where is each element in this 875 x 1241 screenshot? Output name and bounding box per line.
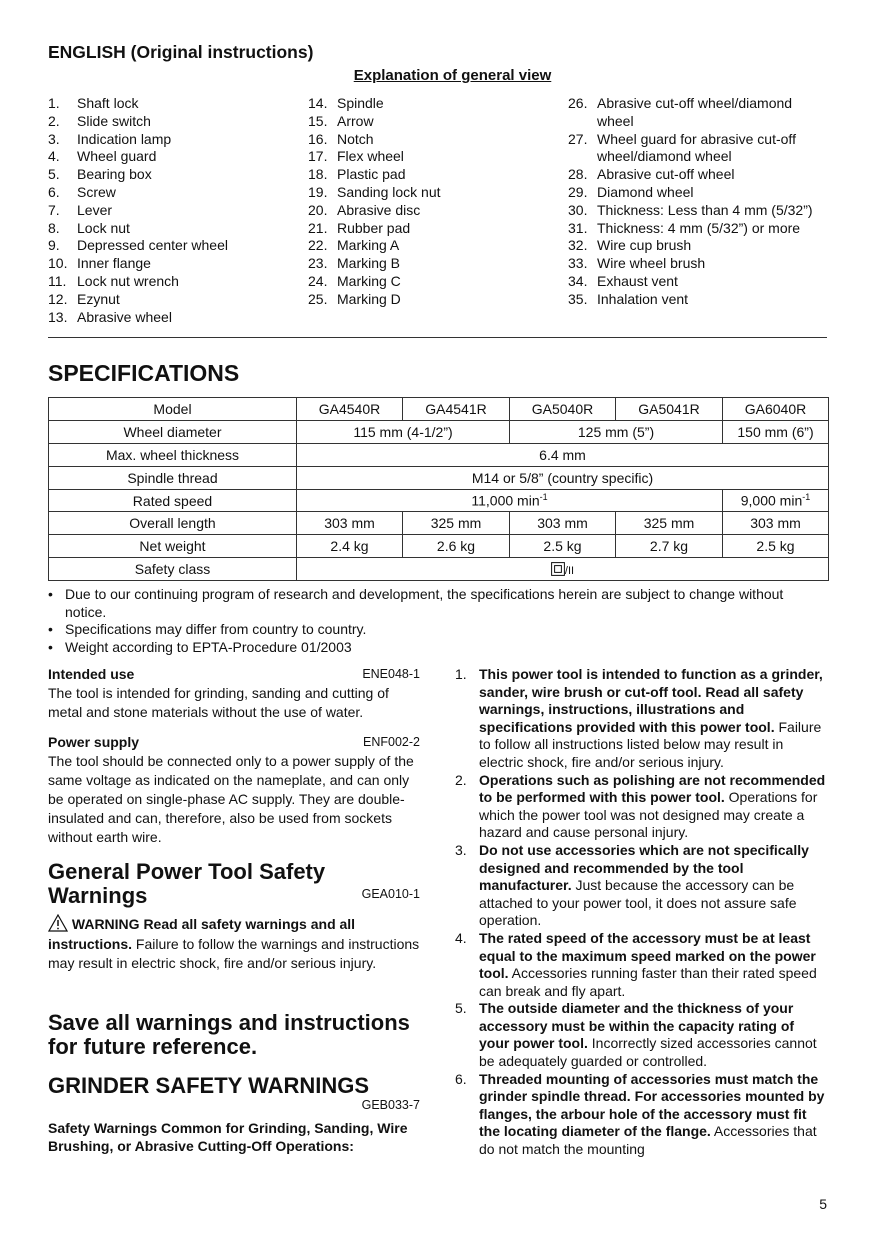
list-item: 8. Lock nut [48, 219, 130, 236]
list-item: 14. Spindle [308, 95, 384, 111]
grinder-safety-section [48, 1074, 420, 1155]
table-cell: Rated speed [49, 489, 297, 512]
table-cell: GA6040R [723, 398, 829, 421]
general-safety-title: General Power Tool Safety Warnings [48, 859, 326, 908]
spec-notes [48, 586, 828, 656]
grinder-safety-title: GRINDER SAFETY WARNINGS [48, 1073, 370, 1098]
table-cell: Wheel diameter [49, 420, 297, 443]
table-cell: Net weight [49, 535, 297, 558]
list-item: 22. Marking A [308, 237, 400, 254]
section-code: ENE048-1 [362, 667, 420, 681]
intended-use-title: Intended use [48, 666, 135, 682]
page-number: 5 [819, 1196, 827, 1212]
list-item: 33. Wire wheel brush [568, 255, 706, 272]
save-warnings-heading: Save all warnings and instructions for future reference. [48, 1010, 410, 1059]
table-row [49, 443, 829, 466]
speed-value: 11,000 min [471, 492, 540, 509]
intended-use-section [48, 665, 420, 722]
warning-lead: WARNING Read all safety warnings and all instructions. [48, 916, 356, 952]
safety-class-value: /II [564, 565, 575, 578]
list-item: 6. Threaded mounting of accessories must match the grinder spindle thread. For accessories mounted by flanges, the arbour hole of the accessory must fit the locating diameter of the flange. Accessories that do not match the mounting [455, 1070, 825, 1158]
table-cell: Safety class [49, 558, 297, 581]
general-view-title: Explanation of general view [353, 67, 552, 84]
list-item: 6. Screw [48, 183, 116, 200]
table-row [49, 535, 829, 558]
specifications-table [48, 397, 829, 581]
table-cell: GA5041R [616, 398, 723, 421]
list-item: 17. Flex wheel [308, 148, 404, 165]
table-row [49, 558, 829, 581]
table-cell: 2.6 kg [403, 535, 510, 558]
list-item: 28. Abrasive cut-off wheel [568, 166, 735, 183]
grinder-safety-subtitle: Safety Warnings Common for Grinding, Sanding, Wire Brushing, or Abrasive Cutting-Off Operations: [48, 1119, 408, 1154]
table-cell [723, 489, 829, 512]
table-row [49, 512, 829, 535]
warning-icon [48, 914, 68, 932]
list-item: 4. The rated speed of the accessory must be at least equal to the maximum speed marked on the power tool. Accessories running faster than their rated speed can break and fly apart. [455, 929, 817, 999]
table-cell: 303 mm [297, 512, 403, 535]
power-supply-section [48, 733, 420, 847]
list-item: 23. Marking B [308, 255, 401, 272]
list-item: 12. Ezynut [48, 290, 120, 307]
table-cell: Overall length [49, 512, 297, 535]
power-supply-title: Power supply [48, 734, 140, 750]
table-cell: 2.5 kg [723, 535, 829, 558]
power-supply-text: The tool should be connected only to a power supply of the same voltage as indicated on the nameplate, and can only be operated on single-phase AC supply. They are double-insulated and can, therefore, also be used from sockets without earth wire. [48, 753, 414, 845]
list-item: 18. Plastic pad [308, 166, 406, 183]
table-cell: 2.5 kg [510, 535, 616, 558]
table-cell: GA4541R [403, 398, 510, 421]
warning-text: Failure to follow the warnings and instructions may result in electric shock, fire and/or serious injury. [48, 935, 420, 971]
list-item: 11. Lock nut wrench [48, 272, 179, 289]
list-item: 35. Inhalation vent [568, 290, 689, 307]
table-row [49, 398, 829, 421]
table-cell: GA5040R [510, 398, 616, 421]
list-item: 5. Bearing box [48, 166, 152, 183]
unit-exponent: -1 [802, 492, 811, 503]
list-item: 10. Inner flange [48, 255, 151, 272]
list-item: 13. Abrasive wheel [48, 308, 172, 325]
list-item: 30. Thickness: Less than 4 mm (5/32”) [568, 201, 813, 218]
list-item: 5. The outside diameter and the thickness of your accessory must be within the capacity rating of your power tool. Incorrectly sized accessories cannot be adequately guarded or controlled. [455, 1000, 817, 1070]
general-safety-section [48, 860, 420, 974]
list-item: • Specifications may differ from country to country. [48, 621, 367, 638]
list-item: 3. Do not use accessories which are not specifically designed and recommended by the tool manufacturer. Just because the accessory can be attached to your power tool, it does not assure safe operation. [455, 841, 809, 929]
list-item: 16. Notch [308, 130, 374, 147]
table-cell: 303 mm [723, 512, 829, 535]
table-cell: 125 mm (5”) [510, 420, 723, 443]
section-divider [48, 337, 827, 338]
list-item: 4. Wheel guard [48, 148, 157, 165]
list-item: 1. Shaft lock [48, 95, 139, 111]
table-cell [297, 489, 723, 512]
list-item: 20. Abrasive disc [308, 201, 421, 218]
list-item: 32. Wire cup brush [568, 237, 692, 254]
list-item: 2. Slide switch [48, 112, 151, 129]
table-row [49, 489, 829, 512]
table-cell: M14 or 5/8” (country specific) [297, 466, 829, 489]
parts-column-1 [48, 95, 298, 326]
speed-value: 9,000 min [740, 492, 803, 509]
table-cell: 325 mm [403, 512, 510, 535]
table-cell: Model [49, 398, 297, 421]
table-row [49, 466, 829, 489]
table-cell: 2.4 kg [297, 535, 403, 558]
list-item: 21. Rubber pad [308, 219, 411, 236]
list-item: 7. Lever [48, 201, 113, 218]
intended-use-text: The tool is intended for grinding, sanding and cutting of metal and stone materials without the use of water. [48, 685, 389, 720]
list-item: 34. Exhaust vent [568, 272, 678, 289]
list-item: 29. Diamond wheel [568, 183, 694, 200]
list-item: 9. Depressed center wheel [48, 237, 228, 254]
list-item: 2. Operations such as polishing are not recommended to be performed with this power tool. Operations for which the power tool was not designed may create a hazard and cause personal injury. [455, 771, 826, 841]
list-item: 19. Sanding lock nut [308, 183, 441, 200]
table-cell: Spindle thread [49, 466, 297, 489]
table-cell: Max. wheel thickness [49, 443, 297, 466]
table-cell: 325 mm [616, 512, 723, 535]
specifications-heading: SPECIFICATIONS [48, 360, 240, 386]
table-cell: 6.4 mm [297, 443, 829, 466]
list-item: 1. This power tool is intended to function as a grinder, sander, wire brush or cut-off tool. Read all safety warnings, instructions, illustrations and specifications provided with this power tool. Failure to follow all instructions listed below may result in electric shock, fire and/or serious injury. [455, 666, 823, 770]
list-item: 15. Arrow [308, 112, 374, 129]
section-code: GEB033-7 [361, 1097, 420, 1112]
table-cell: 303 mm [510, 512, 616, 535]
list-item: 31. Thickness: 4 mm (5/32”) or more [568, 219, 801, 236]
table-cell [297, 558, 829, 581]
table-row [49, 420, 829, 443]
list-item: • Weight according to EPTA-Procedure 01/2003 [48, 638, 352, 655]
list-item: 24. Marking C [308, 272, 401, 289]
table-cell: GA4540R [297, 398, 403, 421]
double-insulation-icon [551, 562, 565, 576]
list-item: • Due to our continuing program of research and development, the specifications herein are subject to change without notice. [48, 586, 784, 620]
list-item: 25. Marking D [308, 290, 401, 307]
grinder-rules-list [455, 666, 827, 1159]
language-heading: ENGLISH (Original instructions) [48, 42, 314, 62]
unit-exponent: -1 [539, 492, 548, 503]
table-cell: 115 mm (4-1/2”) [297, 420, 510, 443]
list-item: 27. Wheel guard for abrasive cut-off wheel/diamond wheel [568, 130, 796, 165]
list-item: 3. Indication lamp [48, 130, 172, 147]
section-code: ENF002-2 [363, 735, 420, 749]
parts-column-3 [568, 95, 830, 309]
parts-column-2 [308, 95, 558, 309]
table-cell: 150 mm (6”) [723, 420, 829, 443]
section-code: GEA010-1 [361, 887, 420, 901]
list-item: 26. Abrasive cut-off wheel/diamond wheel [568, 95, 793, 129]
table-cell: 2.7 kg [616, 535, 723, 558]
